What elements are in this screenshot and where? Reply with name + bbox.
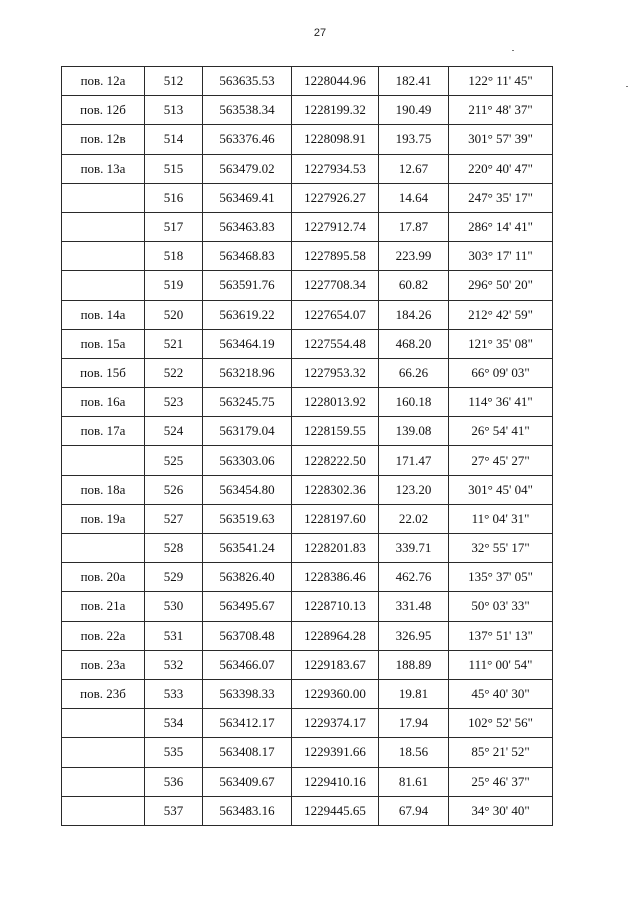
point-number-cell: 530 <box>145 592 203 621</box>
bearing-cell: 114° 36' 41" <box>449 388 553 417</box>
y-coordinate-cell: 1227654.07 <box>292 300 379 329</box>
bearing-cell: 247° 35' 17" <box>449 183 553 212</box>
turn-label-cell <box>62 709 145 738</box>
turn-label-cell: пов. 14а <box>62 300 145 329</box>
distance-cell: 184.26 <box>379 300 449 329</box>
point-number-cell: 532 <box>145 650 203 679</box>
point-number-cell: 525 <box>145 446 203 475</box>
y-coordinate-cell: 1227953.32 <box>292 358 379 387</box>
x-coordinate-cell: 563826.40 <box>203 563 292 592</box>
x-coordinate-cell: 563635.53 <box>203 67 292 96</box>
point-number-cell: 533 <box>145 679 203 708</box>
y-coordinate-cell: 1228197.60 <box>292 504 379 533</box>
y-coordinate-cell: 1229445.65 <box>292 796 379 825</box>
x-coordinate-cell: 563479.02 <box>203 154 292 183</box>
distance-cell: 17.87 <box>379 212 449 241</box>
x-coordinate-cell: 563412.17 <box>203 709 292 738</box>
distance-cell: 223.99 <box>379 242 449 271</box>
y-coordinate-cell: 1229410.16 <box>292 767 379 796</box>
turn-label-cell: пов. 12а <box>62 67 145 96</box>
y-coordinate-cell: 1228964.28 <box>292 621 379 650</box>
table-row <box>62 358 553 387</box>
distance-cell: 468.20 <box>379 329 449 358</box>
turn-label-cell: пов. 12в <box>62 125 145 154</box>
distance-cell: 22.02 <box>379 504 449 533</box>
turn-label-cell <box>62 271 145 300</box>
bearing-cell: 303° 17' 11" <box>449 242 553 271</box>
point-number-cell: 520 <box>145 300 203 329</box>
turn-label-cell <box>62 212 145 241</box>
bearing-cell: 111° 00' 54" <box>449 650 553 679</box>
distance-cell: 331.48 <box>379 592 449 621</box>
bearing-cell: 11° 04' 31" <box>449 504 553 533</box>
distance-cell: 67.94 <box>379 796 449 825</box>
turn-label-cell: пов. 18а <box>62 475 145 504</box>
turn-label-cell <box>62 738 145 767</box>
coordinates-table <box>61 66 553 826</box>
x-coordinate-cell: 563464.19 <box>203 329 292 358</box>
turn-label-cell: пов. 15а <box>62 329 145 358</box>
point-number-cell: 529 <box>145 563 203 592</box>
point-number-cell: 535 <box>145 738 203 767</box>
bearing-cell: 301° 57' 39" <box>449 125 553 154</box>
distance-cell: 123.20 <box>379 475 449 504</box>
point-number-cell: 519 <box>145 271 203 300</box>
point-number-cell: 536 <box>145 767 203 796</box>
bearing-cell: 45° 40' 30" <box>449 679 553 708</box>
coordinates-table-body <box>62 67 553 826</box>
distance-cell: 17.94 <box>379 709 449 738</box>
table-row <box>62 592 553 621</box>
turn-label-cell <box>62 767 145 796</box>
distance-cell: 66.26 <box>379 358 449 387</box>
turn-label-cell <box>62 534 145 563</box>
x-coordinate-cell: 563245.75 <box>203 388 292 417</box>
point-number-cell: 516 <box>145 183 203 212</box>
distance-cell: 12.67 <box>379 154 449 183</box>
x-coordinate-cell: 563591.76 <box>203 271 292 300</box>
x-coordinate-cell: 563469.41 <box>203 183 292 212</box>
x-coordinate-cell: 563179.04 <box>203 417 292 446</box>
distance-cell: 81.61 <box>379 767 449 796</box>
bearing-cell: 32° 55' 17" <box>449 534 553 563</box>
x-coordinate-cell: 563538.34 <box>203 96 292 125</box>
bearing-cell: 220° 40' 47" <box>449 154 553 183</box>
distance-cell: 326.95 <box>379 621 449 650</box>
bearing-cell: 85° 21' 52" <box>449 738 553 767</box>
point-number-cell: 518 <box>145 242 203 271</box>
turn-label-cell <box>62 796 145 825</box>
point-number-cell: 517 <box>145 212 203 241</box>
bearing-cell: 27° 45' 27" <box>449 446 553 475</box>
x-coordinate-cell: 563303.06 <box>203 446 292 475</box>
table-row <box>62 621 553 650</box>
y-coordinate-cell: 1227934.53 <box>292 154 379 183</box>
turn-label-cell: пов. 22а <box>62 621 145 650</box>
distance-cell: 190.49 <box>379 96 449 125</box>
bearing-cell: 50° 03' 33" <box>449 592 553 621</box>
table-row <box>62 563 553 592</box>
table-row <box>62 534 553 563</box>
table-row <box>62 475 553 504</box>
y-coordinate-cell: 1229374.17 <box>292 709 379 738</box>
y-coordinate-cell: 1229391.66 <box>292 738 379 767</box>
distance-cell: 160.18 <box>379 388 449 417</box>
turn-label-cell: пов. 19а <box>62 504 145 533</box>
coordinates-table-container <box>61 66 553 826</box>
bearing-cell: 25° 46' 37" <box>449 767 553 796</box>
distance-cell: 139.08 <box>379 417 449 446</box>
turn-label-cell: пов. 21а <box>62 592 145 621</box>
x-coordinate-cell: 563541.24 <box>203 534 292 563</box>
x-coordinate-cell: 563495.67 <box>203 592 292 621</box>
y-coordinate-cell: 1227708.34 <box>292 271 379 300</box>
table-row <box>62 796 553 825</box>
point-number-cell: 523 <box>145 388 203 417</box>
table-row <box>62 183 553 212</box>
turn-label-cell: пов. 15б <box>62 358 145 387</box>
distance-cell: 19.81 <box>379 679 449 708</box>
table-row <box>62 388 553 417</box>
distance-cell: 171.47 <box>379 446 449 475</box>
distance-cell: 18.56 <box>379 738 449 767</box>
turn-label-cell <box>62 183 145 212</box>
point-number-cell: 534 <box>145 709 203 738</box>
table-row <box>62 650 553 679</box>
y-coordinate-cell: 1228302.36 <box>292 475 379 504</box>
distance-cell: 193.75 <box>379 125 449 154</box>
distance-cell: 60.82 <box>379 271 449 300</box>
point-number-cell: 513 <box>145 96 203 125</box>
distance-cell: 339.71 <box>379 534 449 563</box>
x-coordinate-cell: 563708.48 <box>203 621 292 650</box>
y-coordinate-cell: 1228044.96 <box>292 67 379 96</box>
bearing-cell: 66° 09' 03" <box>449 358 553 387</box>
y-coordinate-cell: 1228710.13 <box>292 592 379 621</box>
point-number-cell: 524 <box>145 417 203 446</box>
x-coordinate-cell: 563398.33 <box>203 679 292 708</box>
x-coordinate-cell: 563408.17 <box>203 738 292 767</box>
turn-label-cell: пов. 13а <box>62 154 145 183</box>
turn-label-cell: пов. 17а <box>62 417 145 446</box>
distance-cell: 188.89 <box>379 650 449 679</box>
y-coordinate-cell: 1227554.48 <box>292 329 379 358</box>
y-coordinate-cell: 1228201.83 <box>292 534 379 563</box>
table-row <box>62 417 553 446</box>
distance-cell: 14.64 <box>379 183 449 212</box>
bearing-cell: 121° 35' 08" <box>449 329 553 358</box>
bearing-cell: 26° 54' 41" <box>449 417 553 446</box>
y-coordinate-cell: 1227926.27 <box>292 183 379 212</box>
bearing-cell: 301° 45' 04" <box>449 475 553 504</box>
table-row <box>62 329 553 358</box>
y-coordinate-cell: 1228199.32 <box>292 96 379 125</box>
y-coordinate-cell: 1228159.55 <box>292 417 379 446</box>
bearing-cell: 102° 52' 56" <box>449 709 553 738</box>
bearing-cell: 135° 37' 05" <box>449 563 553 592</box>
y-coordinate-cell: 1228098.91 <box>292 125 379 154</box>
turn-label-cell <box>62 242 145 271</box>
x-coordinate-cell: 563409.67 <box>203 767 292 796</box>
turn-label-cell: пов. 20а <box>62 563 145 592</box>
table-row <box>62 242 553 271</box>
point-number-cell: 521 <box>145 329 203 358</box>
bearing-cell: 212° 42' 59" <box>449 300 553 329</box>
table-row <box>62 300 553 329</box>
table-row <box>62 709 553 738</box>
point-number-cell: 514 <box>145 125 203 154</box>
scan-speck <box>626 86 628 87</box>
bearing-cell: 286° 14' 41" <box>449 212 553 241</box>
bearing-cell: 34° 30' 40" <box>449 796 553 825</box>
x-coordinate-cell: 563463.83 <box>203 212 292 241</box>
table-row <box>62 67 553 96</box>
table-row <box>62 767 553 796</box>
x-coordinate-cell: 563519.63 <box>203 504 292 533</box>
table-row <box>62 738 553 767</box>
turn-label-cell: пов. 12б <box>62 96 145 125</box>
table-row <box>62 125 553 154</box>
turn-label-cell <box>62 446 145 475</box>
turn-label-cell: пов. 23а <box>62 650 145 679</box>
table-row <box>62 504 553 533</box>
table-row <box>62 96 553 125</box>
table-row <box>62 271 553 300</box>
point-number-cell: 512 <box>145 67 203 96</box>
table-row <box>62 446 553 475</box>
point-number-cell: 528 <box>145 534 203 563</box>
x-coordinate-cell: 563454.80 <box>203 475 292 504</box>
bearing-cell: 122° 11' 45" <box>449 67 553 96</box>
point-number-cell: 537 <box>145 796 203 825</box>
point-number-cell: 522 <box>145 358 203 387</box>
y-coordinate-cell: 1227912.74 <box>292 212 379 241</box>
table-row <box>62 154 553 183</box>
page-number: 27 <box>313 27 327 39</box>
y-coordinate-cell: 1229360.00 <box>292 679 379 708</box>
point-number-cell: 527 <box>145 504 203 533</box>
y-coordinate-cell: 1227895.58 <box>292 242 379 271</box>
turn-label-cell: пов. 23б <box>62 679 145 708</box>
point-number-cell: 515 <box>145 154 203 183</box>
distance-cell: 462.76 <box>379 563 449 592</box>
table-row <box>62 212 553 241</box>
bearing-cell: 211° 48' 37" <box>449 96 553 125</box>
point-number-cell: 531 <box>145 621 203 650</box>
y-coordinate-cell: 1229183.67 <box>292 650 379 679</box>
point-number-cell: 526 <box>145 475 203 504</box>
distance-cell: 182.41 <box>379 67 449 96</box>
x-coordinate-cell: 563619.22 <box>203 300 292 329</box>
bearing-cell: 296° 50' 20" <box>449 271 553 300</box>
turn-label-cell: пов. 16а <box>62 388 145 417</box>
table-row <box>62 679 553 708</box>
bearing-cell: 137° 51' 13" <box>449 621 553 650</box>
x-coordinate-cell: 563218.96 <box>203 358 292 387</box>
x-coordinate-cell: 563468.83 <box>203 242 292 271</box>
y-coordinate-cell: 1228222.50 <box>292 446 379 475</box>
y-coordinate-cell: 1228386.46 <box>292 563 379 592</box>
scan-speck <box>512 50 514 51</box>
x-coordinate-cell: 563466.07 <box>203 650 292 679</box>
y-coordinate-cell: 1228013.92 <box>292 388 379 417</box>
x-coordinate-cell: 563483.16 <box>203 796 292 825</box>
x-coordinate-cell: 563376.46 <box>203 125 292 154</box>
